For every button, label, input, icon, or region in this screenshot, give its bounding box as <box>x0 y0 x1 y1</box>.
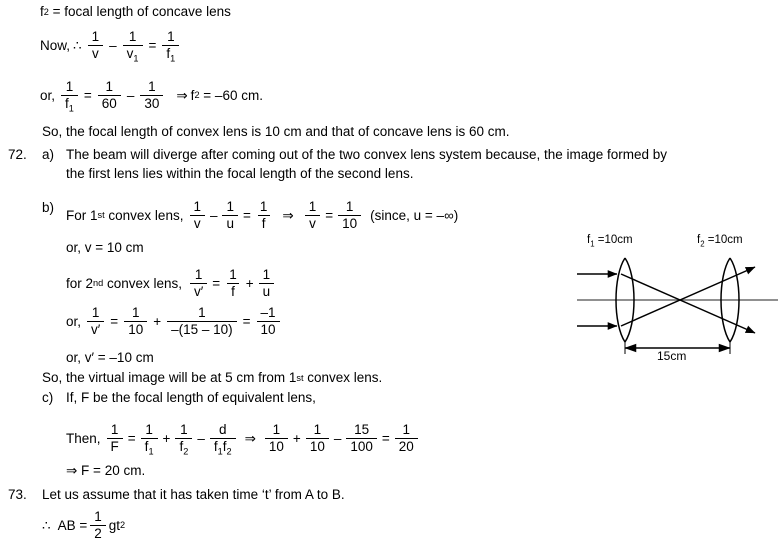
minus-operator: – <box>333 430 342 446</box>
f2-value: =10cm <box>704 234 743 246</box>
fraction-one-half <box>90 510 106 541</box>
fraction-one-over-f1 <box>162 29 179 64</box>
part-a-text: the first lens lies within the focal length of the second lens. <box>66 166 414 181</box>
part-c-result <box>66 463 145 479</box>
f2-symbol: f <box>40 4 44 19</box>
den-base: f <box>166 45 171 61</box>
fraction-one-over-neg-paren <box>167 306 237 337</box>
part-b-prefix: For 1 <box>66 207 98 223</box>
numerator: 1 <box>94 509 102 524</box>
numerator: 1 <box>226 199 234 214</box>
part-a-text-line-2 <box>66 166 413 182</box>
den-subscript: 2 <box>183 446 189 457</box>
equals-operator: = <box>212 275 221 291</box>
f2-symbol: f <box>697 234 701 246</box>
f2-definition-line: f 2 = focal length of concave lens <box>40 4 231 19</box>
fraction-one-over-10-a <box>265 423 288 454</box>
minus-operator: – <box>209 207 218 223</box>
f1-value: =10cm <box>594 234 633 246</box>
equation-now-line <box>40 29 182 64</box>
den-base: f <box>179 438 184 454</box>
fraction-one-over-v-2 <box>305 200 321 231</box>
part-a-marker <box>42 147 54 163</box>
den-subscript: 1 <box>68 103 74 114</box>
question-number-73: 73. <box>8 487 27 502</box>
numerator: 1 <box>148 79 156 94</box>
f1-subscript: 1 <box>590 239 595 249</box>
second-lens-prefix-rest: convex lens, <box>103 275 183 291</box>
numerator: 1 <box>308 199 317 214</box>
den-base-1: f <box>213 438 218 454</box>
denominator: f <box>258 215 270 231</box>
conclusion-line-1 <box>42 124 510 140</box>
denominator: u <box>259 283 275 299</box>
part-c-marker <box>42 390 53 406</box>
denominator: 20 <box>395 438 418 454</box>
denominator: 10 <box>265 438 288 454</box>
equals-operator: = <box>83 87 92 103</box>
denominator: 2 <box>90 525 106 541</box>
refracted-ray-lower-to-upper <box>621 267 755 326</box>
therefore-icon: ∴ <box>73 37 82 53</box>
part-b-prefix-rest: convex lens, <box>104 207 184 223</box>
numerator: 1 <box>128 29 137 44</box>
denominator: u <box>222 215 238 231</box>
f2-symbol: f <box>190 87 195 103</box>
fraction-one-over-f2 <box>175 422 192 457</box>
denominator <box>141 438 158 457</box>
denominator: –(15 – 10) <box>167 321 237 337</box>
denominator: v <box>88 45 103 61</box>
denominator <box>162 45 179 64</box>
fraction-one-over-F <box>107 423 123 454</box>
part-b-second-lens-line: for 2 nd convex lens, $\frac{1}{v'}$ = $\frac{1}{f}$ + $\frac{1}{u}$ <box>66 268 277 299</box>
therefore-icon: ∴ <box>42 517 51 533</box>
numerator: –1 <box>260 305 276 320</box>
den-base-2: f <box>222 438 227 454</box>
denominator: 10 <box>338 215 361 231</box>
f2-definition-text: = focal length of concave lens <box>48 4 231 19</box>
equals-operator: = <box>243 207 251 223</box>
numerator: 1 <box>91 29 100 44</box>
part-a-label: a) <box>42 147 55 162</box>
denominator: f <box>227 283 239 299</box>
lens2-focal-label <box>697 234 743 249</box>
gt-term: gt <box>108 517 121 533</box>
fraction-one-over-f <box>225 268 241 299</box>
part-a-text-line-1 <box>66 147 667 163</box>
fraction-d-over-f1f2 <box>210 422 236 457</box>
numerator: 1 <box>229 267 237 282</box>
equals-operator: = <box>148 37 157 53</box>
plus-operator: + <box>162 430 171 446</box>
den-base: f <box>144 438 149 454</box>
numerator: 1 <box>272 422 281 437</box>
den-subscript-1: 1 <box>217 446 223 457</box>
denominator: v′ <box>87 321 104 337</box>
fraction-one-over-10 <box>338 200 361 231</box>
or-label: or, <box>66 313 82 329</box>
part-b-marker <box>42 200 54 216</box>
result-text: or, v = 10 cm <box>66 240 144 255</box>
denominator: 30 <box>140 95 163 111</box>
denominator: 10 <box>257 321 280 337</box>
numerator: 1 <box>402 422 411 437</box>
ab-label: AB = <box>57 517 88 533</box>
denominator: v′ <box>190 283 207 299</box>
denominator <box>61 95 78 114</box>
fraction-one-over-30 <box>140 80 163 111</box>
part-b-vprime-equation <box>66 306 283 337</box>
equation-or-line: or, $\frac{1}{f_1}$ = $\frac{1}{60}$ – $\frac{1}{30}$ ⇒ f 2 = –60 cm. <box>40 79 263 114</box>
den-subscript-2: 2 <box>226 446 232 457</box>
minus-operator: – <box>109 37 117 53</box>
f1-symbol: f <box>587 234 591 246</box>
denominator: 10 <box>124 321 147 337</box>
two-convex-lens-ray-diagram <box>575 236 780 364</box>
denominator: v <box>305 215 320 231</box>
den-subscript: 1 <box>170 53 176 64</box>
problem-73-statement: Let us assume that it has taken time ‘t’ from A to B. <box>42 487 345 502</box>
equals-operator: = <box>381 430 390 446</box>
fraction-one-over-vprime <box>87 306 104 337</box>
part-c-label: c) <box>42 390 54 405</box>
implies-icon: ⇒ <box>244 430 256 446</box>
numerator: 1 <box>259 199 268 214</box>
equals-operator: = <box>110 313 119 329</box>
equals-operator: = <box>325 207 334 223</box>
implies-icon: ⇒ <box>176 87 188 103</box>
numerator: 1 <box>105 79 114 94</box>
numerator: 1 <box>194 267 203 282</box>
minus-operator: – <box>197 430 205 446</box>
plus-operator: + <box>153 313 162 329</box>
part-c-text-line <box>66 390 316 406</box>
equals-operator: = <box>242 313 251 329</box>
den-base: v <box>126 45 134 61</box>
numerator: 1 <box>313 422 322 437</box>
den-subscript: 1 <box>148 446 154 457</box>
fraction-15-over-100 <box>346 423 377 454</box>
f2-subscript: 2 <box>700 239 705 249</box>
fraction-one-over-v <box>88 30 104 61</box>
numerator: 15 <box>354 422 370 437</box>
numerator: 1 <box>65 79 74 94</box>
equals-operator: = <box>127 430 136 446</box>
fraction-one-over-v <box>189 200 205 231</box>
part-c-text: If, F be the focal length of equivalent lens, <box>66 390 316 405</box>
part-b-vprime-result <box>66 350 154 366</box>
fraction-one-over-10 <box>124 306 147 337</box>
den-base: f <box>65 95 69 111</box>
fraction-one-over-u <box>222 200 238 231</box>
numerator: 1 <box>131 305 140 320</box>
fraction-one-over-f1 <box>61 79 78 114</box>
numerator: 1 <box>145 422 153 437</box>
numerator: 1 <box>198 305 206 320</box>
numerator: 1 <box>167 29 175 44</box>
denominator <box>210 438 236 457</box>
fraction-one-over-vprime <box>190 268 207 299</box>
result-text: ⇒ F = 20 cm. <box>66 463 146 478</box>
denominator: v <box>190 215 205 231</box>
part-b-equation-line: For 1 st convex lens, $\frac{1}{v}$ – $\frac{1}{u}$ = $\frac{1}{f}$ ⇒ $\frac{1}{v}$ = $\frac{1}{10}$ (since, u = –∞) <box>66 199 459 231</box>
numerator: 1 <box>345 199 354 214</box>
problem-73-text <box>42 487 345 503</box>
refracted-ray-upper-to-lower <box>621 274 755 333</box>
denominator: 100 <box>346 438 377 454</box>
part-c-equation-line <box>66 422 421 457</box>
ray-diagram-svg <box>575 236 780 364</box>
fraction-one-over-f1 <box>141 422 158 457</box>
f2-value: = –60 cm. <box>199 87 263 103</box>
denominator <box>123 45 143 64</box>
or-label: or, <box>40 87 56 103</box>
fraction-neg-one-over-10 <box>257 306 280 337</box>
now-label: Now, <box>40 37 71 53</box>
second-lens-prefix: for 2 <box>66 275 94 291</box>
conclusion-post: convex lens. <box>303 370 383 385</box>
fraction-one-over-10-b <box>306 423 329 454</box>
denominator <box>175 438 192 457</box>
question-number-72: 72. <box>8 147 27 162</box>
implies-icon: ⇒ <box>282 207 294 223</box>
conclusion-text: So, the focal length of convex lens is 10 cm and that of concave lens is 60 cm. <box>42 124 510 139</box>
part-a-text: The beam will diverge after coming out of the two convex lens system because, the image formed by <box>66 147 668 162</box>
fraction-one-over-f <box>256 200 272 231</box>
minus-operator: – <box>126 87 135 103</box>
lens1-focal-label <box>587 234 633 249</box>
plus-operator: + <box>245 275 254 291</box>
fraction-one-over-20 <box>395 423 418 454</box>
numerator: 1 <box>262 267 271 282</box>
result-text: or, v′ = –10 cm <box>66 350 154 365</box>
fraction-one-over-v1 <box>123 29 143 64</box>
separation-label: 15cm <box>657 349 687 363</box>
fraction-one-over-60 <box>98 80 121 111</box>
numerator: 1 <box>91 305 100 320</box>
numerator: d <box>218 422 227 437</box>
plus-operator: + <box>292 430 301 446</box>
numerator: 1 <box>110 422 119 437</box>
denominator: F <box>107 438 123 454</box>
numerator: 1 <box>193 199 201 214</box>
numerator: 1 <box>180 422 188 437</box>
part-b-conclusion: So, the virtual image will be at 5 cm from 1 st convex lens. <box>42 370 383 385</box>
den-subscript: 1 <box>133 53 139 64</box>
part-b-label: b) <box>42 200 55 215</box>
part-b-v-result <box>66 240 144 256</box>
then-label: Then, <box>66 430 101 446</box>
problem-73-equation: ∴ AB = $\frac{1}{2}$ gt 2 <box>42 509 126 541</box>
part-b-note: (since, u = –∞) <box>370 207 459 223</box>
conclusion-pre: So, the virtual image will be at 5 cm from 1 <box>42 370 297 385</box>
denominator: 10 <box>306 438 329 454</box>
fraction-one-over-u <box>259 268 275 299</box>
denominator: 60 <box>98 95 121 111</box>
